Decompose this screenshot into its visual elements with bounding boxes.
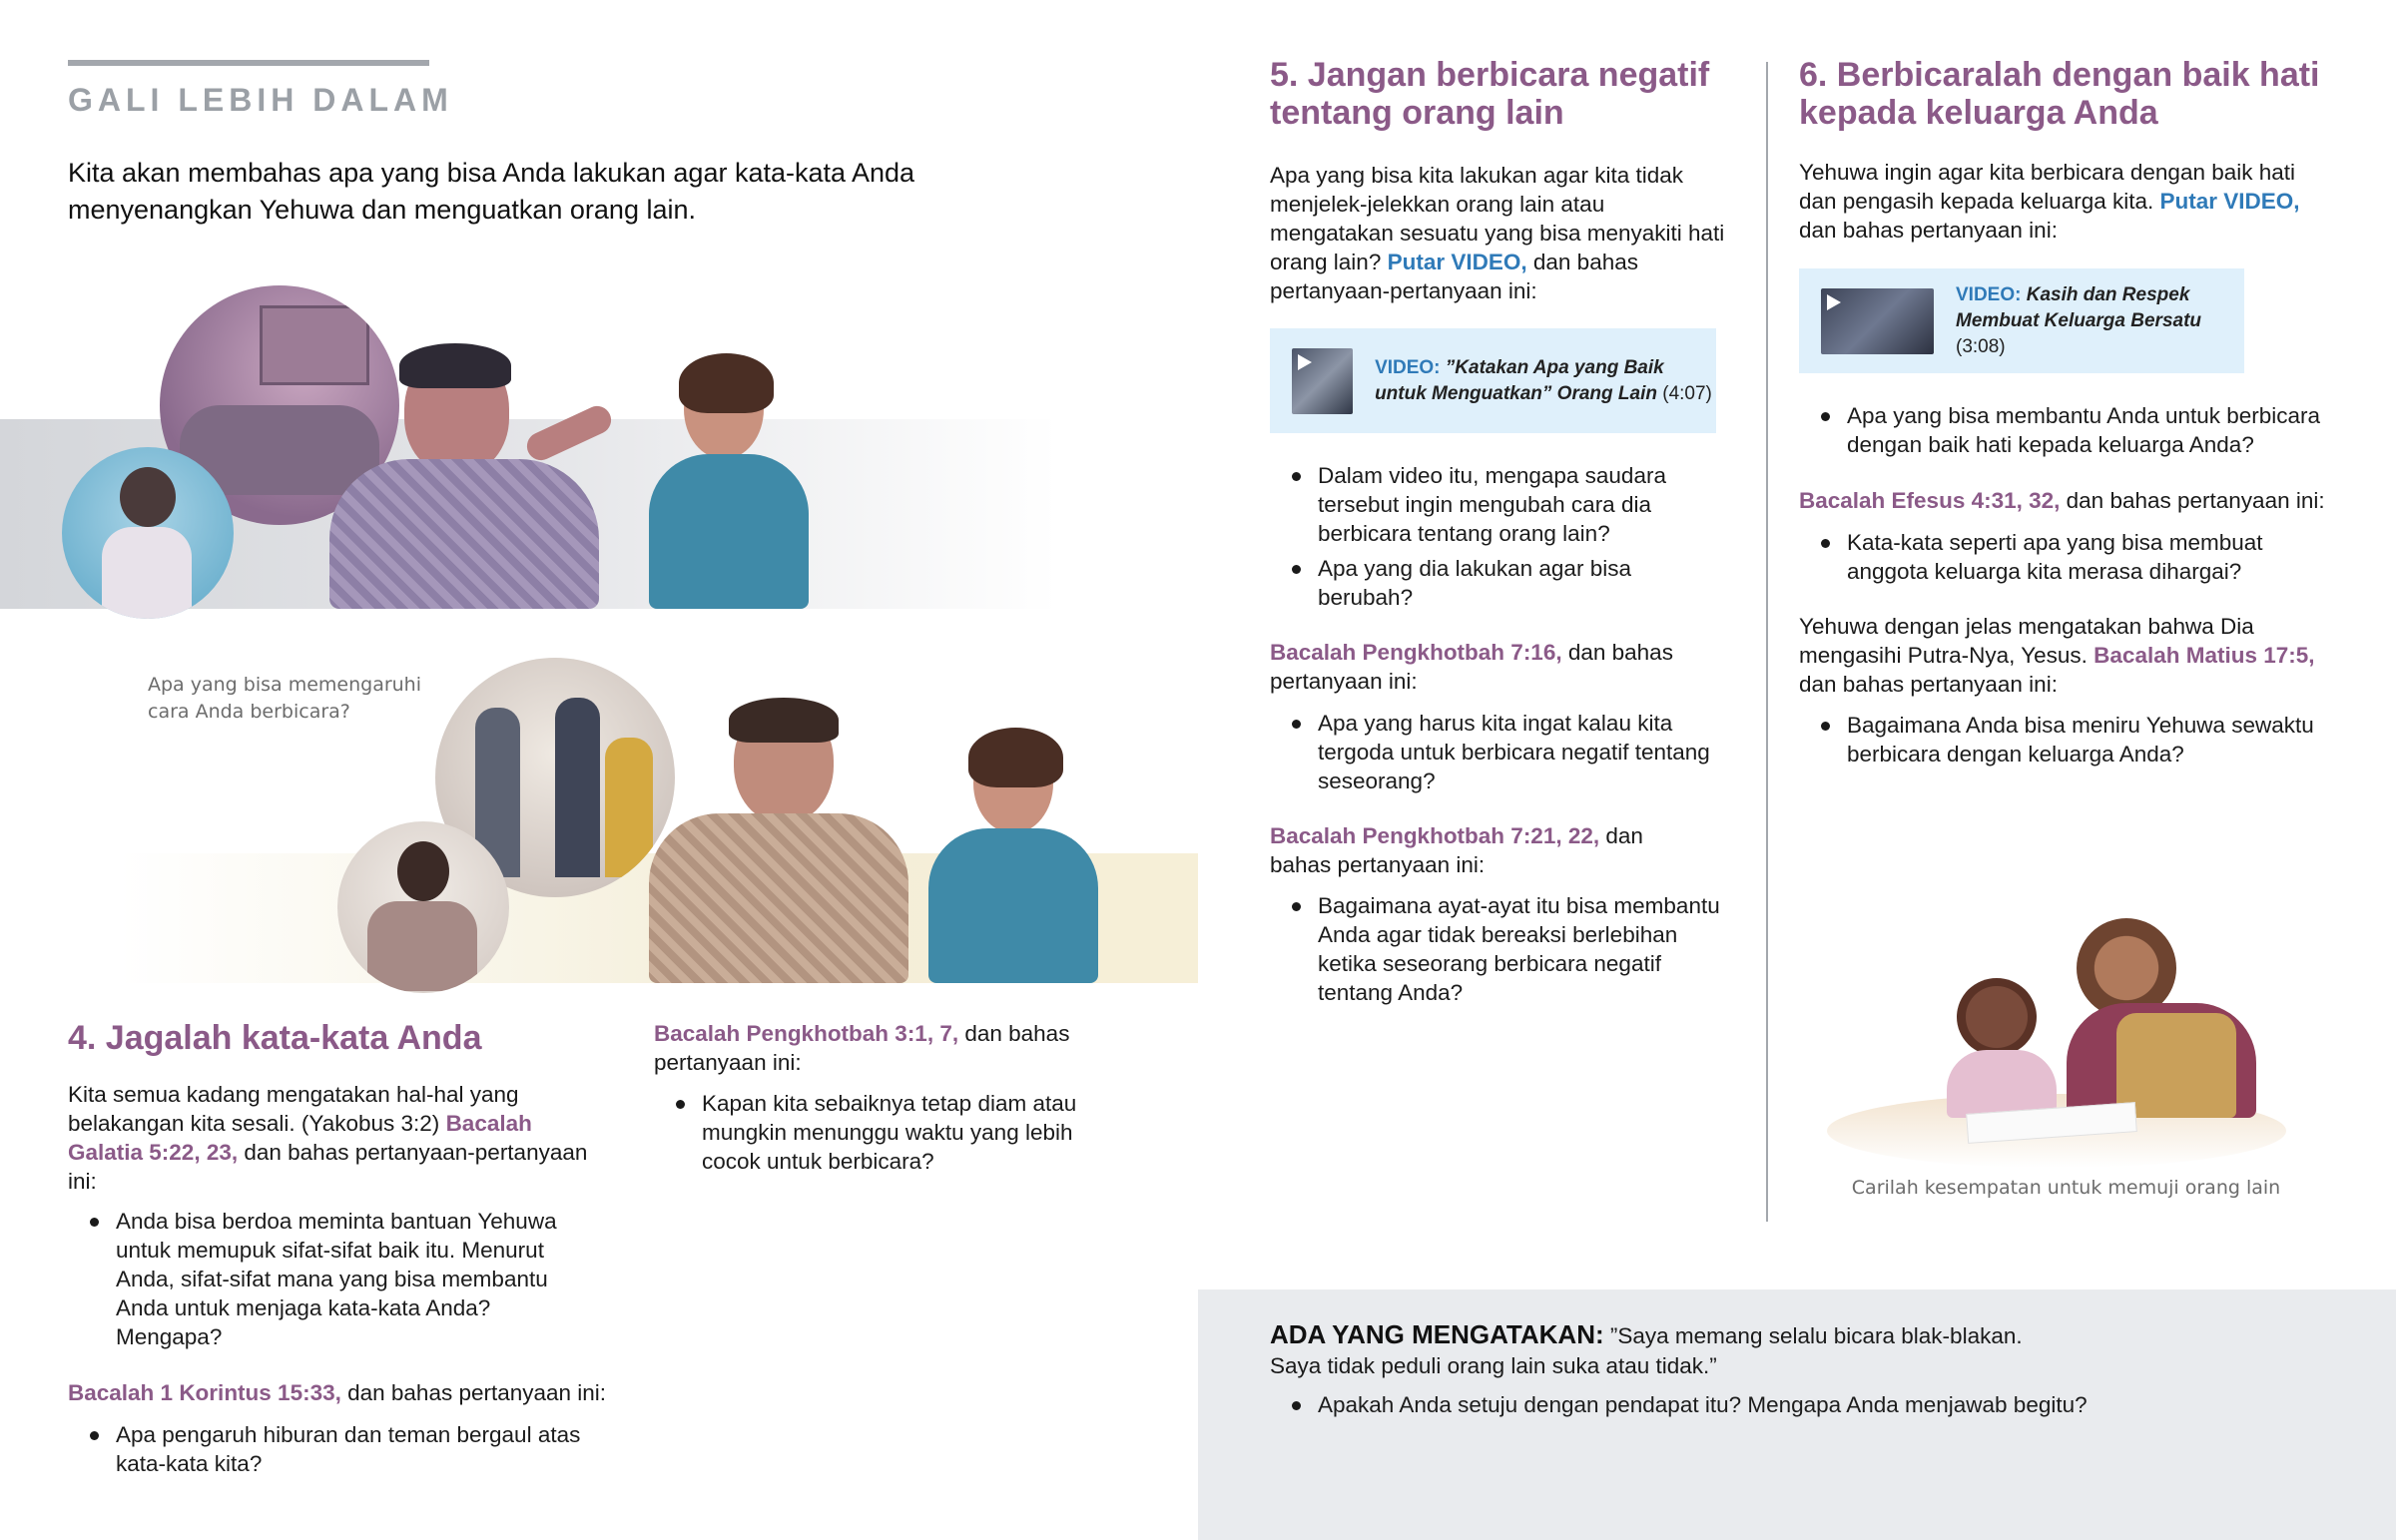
- list-item: Kapan kita sebaiknya tetap diam atau mungkin menunggu waktu yang lebih cocok untuk berbicara?: [654, 1089, 1093, 1176]
- section4-bullets2: [68, 1420, 607, 1484]
- section6-bullets: [1799, 401, 2338, 465]
- list-item: Bagaimana ayat-ayat itu bisa membantu Anda agar tidak bereaksi berlebihan ketika seseorang berbicara negatif tentang Anda?: [1270, 891, 1729, 1007]
- calm-man: [649, 704, 908, 983]
- section6-intro: Yehuwa ingin agar kita berbicara dengan baik hati dan pengasih kepada keluarga kita. Putar VIDEO, dan bahas pertanyaan ini:: [1799, 160, 2300, 243]
- section5-title: 5. Jangan berbicara negatif tentang orang lain: [1270, 56, 1710, 132]
- list-item: Apakah Anda setuju dengan pendapat itu? Mengapa Anda menjawab begitu?: [1270, 1390, 2268, 1419]
- section4-read2: Bacalah 1 Korintus 15:33, dan bahas pertanyaan ini:: [68, 1380, 607, 1405]
- section5-read2: Bacalah Pengkhotbah 7:21, 22, dan bahas pertanyaan ini:: [1270, 823, 1643, 877]
- list-item: Apa pengaruh hiburan dan teman bergaul atas kata-kata kita?: [68, 1420, 607, 1478]
- section4-bullets: [68, 1207, 587, 1357]
- footer-label: ADA YANG MENGATAKAN:: [1270, 1319, 1604, 1349]
- section6-para2: Yehuwa dengan jelas mengatakan bahwa Dia mengasihi Putra-Nya, Yesus. Bacalah Matius 17:5, dan bahas pertanyaan ini:: [1799, 614, 2315, 697]
- section6-scripture1-link[interactable]: Bacalah Efesus 4:31, 32,: [1799, 488, 2061, 513]
- section4-scripture2-link[interactable]: Bacalah 1 Korintus 15:33,: [68, 1380, 341, 1405]
- section4-col2-scripture-link[interactable]: Bacalah Pengkhotbah 3:1, 7,: [654, 1021, 959, 1046]
- section4-scripture-link[interactable]: Bacalah Galatia 5:22, 23,: [68, 1111, 532, 1165]
- section6-video-card[interactable]: [1799, 268, 2244, 373]
- video-thumbnail[interactable]: [1821, 288, 1934, 354]
- list-item: Kata-kata seperti apa yang bisa membuat anggota keluarga kita merasa dihargai?: [1799, 528, 2318, 586]
- section5-video-card[interactable]: [1270, 328, 1716, 433]
- section4-title: 4. Jagalah kata-kata Anda: [68, 1019, 482, 1057]
- list-item: Apa yang dia lakukan agar bisa berubah?: [1270, 554, 1729, 612]
- illustration-caption: Apa yang bisa memengaruhi cara Anda berbicara?: [148, 674, 422, 723]
- praise-caption: Carilah kesempatan untuk memuji orang lain: [1851, 1177, 2281, 1199]
- section4-intro: Kita semua kadang mengatakan hal-hal yang belakangan kita sesali. (Yakobus 3:2) Bacalah Galatia 5:22, 23, dan bahas pertanyaan-pertanyaan ini:: [68, 1082, 588, 1194]
- section4-col2-bullets: [654, 1089, 1093, 1182]
- worried-woman: [639, 359, 819, 609]
- section5-bullets: [1270, 461, 1729, 618]
- section5-intro: Apa yang bisa kita lakukan agar kita tidak menjelek-jelekkan orang lain atau mengatakan sesuatu yang bisa menyakiti hati orang lain? Putar VIDEO, dan bahas pertanyaan-pertanyaan ini:: [1270, 163, 1725, 303]
- list-item: Anda bisa berdoa meminta bantuan Yehuwa untuk memupuk sifat-sifat baik itu. Menurut Anda, sifat-sifat mana yang bisa membantu Anda untuk menjaga kata-kata Anda? Mengapa?: [68, 1207, 587, 1351]
- footer-box: [1198, 1289, 2396, 1540]
- video-caption: VIDEO: Kasih dan Respek Membuat Keluarga Bersatu (3:08): [1956, 283, 2202, 357]
- section6-bullets3: [1799, 711, 2338, 774]
- list-item: Bagaimana Anda bisa meniru Yehuwa sewaktu berbicara dengan keluarga Anda?: [1799, 711, 2338, 769]
- section4-col2-read: Bacalah Pengkhotbah 3:1, 7, dan bahas pertanyaan ini:: [654, 1021, 1070, 1075]
- section-label: GALI LEBIH DALAM: [68, 82, 453, 118]
- headphones-circle: [62, 447, 234, 619]
- section6-scripture2-link[interactable]: Bacalah Matius 17:5,: [2094, 643, 2315, 668]
- section5-video-link[interactable]: Putar VIDEO,: [1387, 250, 1527, 274]
- list-item: Apa yang bisa membantu Anda untuk berbicara dengan baik hati kepada keluarga Anda?: [1799, 401, 2338, 459]
- list-item: Dalam video itu, mengapa saudara tersebut ingin mengubah cara dia berbicara tentang orang lain?: [1270, 461, 1729, 548]
- section5-scripture1-link[interactable]: Bacalah Pengkhotbah 7:16,: [1270, 640, 1562, 665]
- play-icon: [1827, 294, 1841, 310]
- play-icon: [1298, 354, 1312, 370]
- section5-bullets2: [1270, 709, 1739, 801]
- intro-text: Kita akan membahas apa yang bisa Anda lakukan agar kata-kata Anda menyenangkan Yehuwa dan menguatkan orang lain.: [68, 158, 915, 225]
- list-item: Apa yang harus kita ingat kalau kita tergoda untuk berbicara negatif tentang seseorang?: [1270, 709, 1739, 795]
- video-caption: VIDEO: ”Katakan Apa yang Baik untuk Menguatkan” Orang Lain (4:07): [1375, 356, 1712, 404]
- mother: [2037, 918, 2256, 1118]
- section5-bullets3: [1270, 891, 1729, 1013]
- section6-read1: Bacalah Efesus 4:31, 32, dan bahas pertanyaan ini:: [1799, 488, 2325, 513]
- footer-quote: ADA YANG MENGATAKAN: ”Saya memang selalu bicara blak-blakan. Saya tidak peduli orang lain suka atau tidak.”: [1270, 1319, 2023, 1378]
- section5-scripture2-link[interactable]: Bacalah Pengkhotbah 7:21, 22,: [1270, 823, 1600, 848]
- illustration-kind-talk: [120, 654, 1198, 983]
- video-thumbnail[interactable]: [1292, 348, 1353, 414]
- section6-title: 6. Berbicaralah dengan baik hati kepada keluarga Anda: [1799, 56, 2320, 132]
- illustration-argument: [0, 279, 1058, 609]
- footer-bullets: [1270, 1390, 2268, 1425]
- angry-man: [309, 349, 609, 609]
- column-divider: [1766, 62, 1768, 1222]
- section-rule: [68, 60, 429, 66]
- section6-video-link[interactable]: Putar VIDEO,: [2159, 189, 2300, 214]
- reading-circle: [337, 821, 509, 993]
- section6-bullets2: [1799, 528, 2318, 592]
- calm-woman: [918, 734, 1108, 983]
- illustration-praise: [1827, 898, 2286, 1168]
- section5-read1: Bacalah Pengkhotbah 7:16, dan bahas pertanyaan ini:: [1270, 640, 1673, 694]
